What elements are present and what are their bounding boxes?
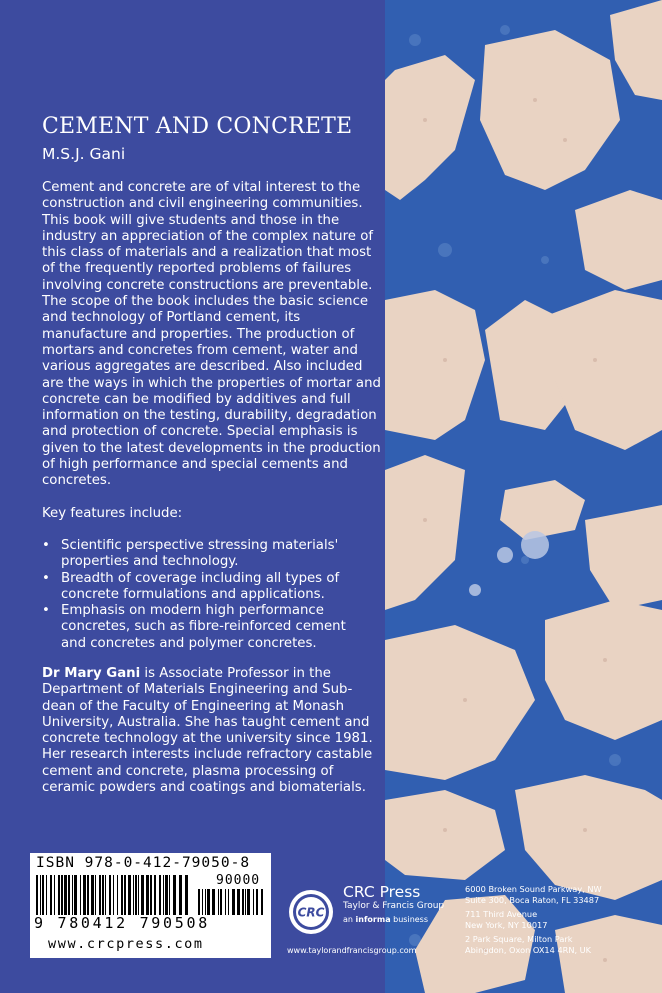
ean-number: 9 780412 790508 (34, 914, 210, 932)
barcode-bar (72, 875, 73, 915)
barcode-bar (202, 889, 203, 915)
address-line: 711 Third Avenue (465, 909, 538, 919)
barcode-bar (42, 875, 44, 915)
barcode-bar (121, 875, 123, 915)
barcode-bar (133, 875, 134, 915)
list-item: • Breadth of coverage including all types of concrete formulations and applications. (42, 571, 372, 604)
barcode-bar (212, 889, 215, 915)
barcode-bar (135, 875, 137, 915)
barcode-bar (141, 875, 144, 915)
barcode-bar (245, 889, 246, 915)
barcode-bar (185, 875, 188, 915)
barcode-bar (232, 889, 235, 915)
barcode-bar (109, 875, 111, 915)
barcode-bar (40, 875, 41, 915)
barcode-bar (58, 875, 60, 915)
address-line: 2 Park Square, Milton Park (465, 934, 573, 944)
informa-tagline (343, 915, 428, 924)
barcode-bar (102, 875, 104, 915)
author-bio-text: is Associate Professor in the Department of Materials Engineering and Sub-dean of the Faculty of Engineering at Monash University, Australia. She has taught cement and concrete technology at the university since 1981. Her research interests include refractory castable cement and concrete, plasma processing of ceramic powders and coatings and biomaterials. (42, 666, 373, 796)
key-features-list (42, 538, 372, 652)
book-title: CEMENT AND CONCRETE (42, 114, 353, 139)
address-line: 6000 Broken Sound Parkway, NW (465, 884, 602, 894)
barcode-bar (228, 889, 229, 915)
book-author: M.S.J. Gani (42, 145, 126, 163)
price-code: 90000 (216, 873, 261, 888)
barcode-bar (179, 875, 182, 915)
publisher-group: Taylor & Francis Group (343, 901, 445, 911)
barcode-bar (113, 875, 114, 915)
barcode-bar (83, 875, 86, 915)
barcode-bar (61, 875, 63, 915)
barcode-bar (205, 889, 206, 915)
key-features-heading: Key features include: (42, 506, 183, 521)
barcode-bar (105, 875, 106, 915)
barcode-bar (169, 875, 170, 915)
barcode-bar (46, 875, 47, 915)
barcode-bar (163, 875, 164, 915)
barcode-bar (261, 889, 263, 915)
author-bio-name: Dr Mary Gani (42, 666, 141, 681)
address-line: Suite 300, Boca Raton, FL 33487 (465, 895, 600, 905)
list-item: • Scientific perspective stressing materials' properties and technology. (42, 538, 372, 571)
barcode-bar (124, 875, 126, 915)
book-description: Cement and concrete are of vital interest to the construction and civil engineering communities. This book will give students and those in the industry an appreciation of the complex nature of this class of materials and a realization that most of the frequently reported problems of failures involving concrete constructions are preventable. The scope of the book includes the basic science and technology of Portland cement, its manufacture and properties. The production of mortars and concretes from cement, water and various aggregates are described. Also included are the ways in which the properties of mortar and concrete can be modified by additives and full information on the testing, durability, degradation and protection of concrete. Special emphasis is given to the latest developments in the production of high performance and special cements and concretes. (42, 180, 381, 489)
barcode-bar (54, 875, 55, 915)
barcode-bar (220, 889, 222, 915)
informa-prefix: an (343, 915, 356, 924)
concrete-photo (385, 0, 662, 993)
crc-logo-icon (287, 888, 335, 936)
barcode-bar (253, 889, 254, 915)
barcode-bar (237, 889, 240, 915)
list-item: • Emphasis on modern high performance concretes, such as fibre-reinforced cement and concretes and polymer concretes. (42, 603, 372, 652)
barcode-bar (117, 875, 118, 915)
barcode-bar (218, 889, 219, 915)
barcode-bar (207, 889, 210, 915)
isbn-number: ISBN 978-0-412-79050-8 (36, 855, 251, 871)
barcode-bar (150, 875, 152, 915)
author-bio (42, 666, 382, 796)
barcode-box (30, 853, 271, 958)
address-line: Abingdon, Oxon OX14 4RN, UK (465, 945, 592, 955)
barcode-bar (173, 875, 176, 915)
crc-website[interactable]: www.crcpress.com (48, 936, 204, 952)
address-line: New York, NY 10017 (465, 920, 548, 930)
barcode-bar (64, 875, 67, 915)
barcode-bar (256, 889, 258, 915)
barcode-bar (99, 875, 101, 915)
barcode-bar (80, 875, 81, 915)
barcode-bar (242, 889, 244, 915)
barcode-bar (36, 875, 38, 915)
barcode-bar (74, 875, 77, 915)
barcode-bar (95, 875, 96, 915)
barcode-bar (159, 875, 161, 915)
barcode-bar (165, 875, 168, 915)
informa-brand: informa (355, 915, 391, 924)
publisher-name: CRC Press (343, 883, 421, 901)
informa-suffix: business (390, 915, 429, 924)
barcode-bar (225, 889, 226, 915)
barcode-bar (198, 889, 200, 915)
barcode-bar (91, 875, 94, 915)
crc-logo-text: CRC (297, 905, 325, 920)
barcode-bar (68, 875, 70, 915)
barcode-bar (146, 875, 149, 915)
barcode-bar (138, 875, 139, 915)
barcode-bar (128, 875, 131, 915)
barcode-bar (50, 875, 52, 915)
barcode-bar (247, 889, 250, 915)
barcode-bar (87, 875, 89, 915)
publisher-website[interactable]: www.taylorandfrancisgroup.com (287, 946, 417, 955)
barcode-bar (154, 875, 156, 915)
